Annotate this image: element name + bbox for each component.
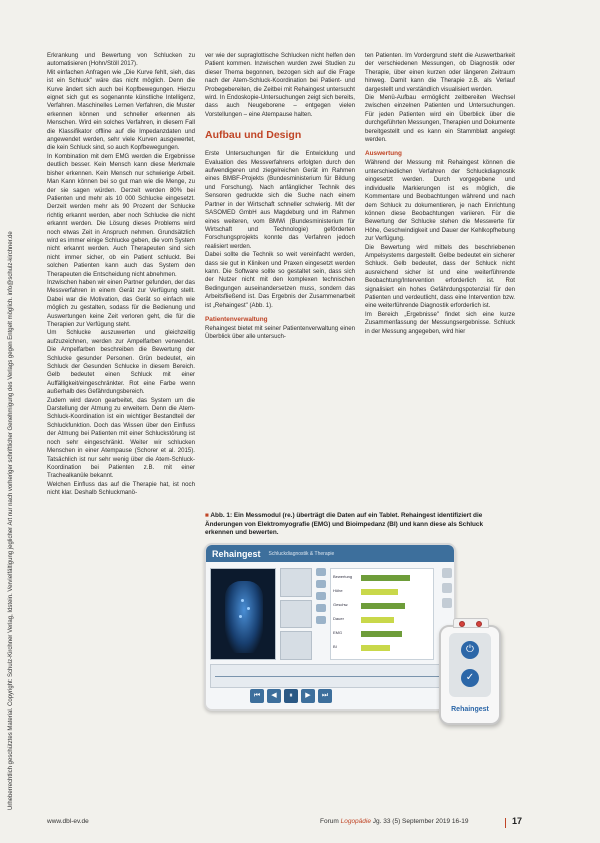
led-indicator: [459, 621, 465, 627]
caption-marker: ■: [205, 512, 209, 519]
tool-button[interactable]: [316, 604, 326, 612]
power-icon[interactable]: ⏻: [461, 641, 479, 659]
result-bar: [361, 645, 390, 651]
footer-divider: [505, 818, 506, 828]
result-bar: [361, 617, 394, 623]
sensor-dot: [241, 599, 244, 602]
sensor-dot: [239, 615, 242, 618]
app-title-bar: [206, 545, 454, 562]
footer-website: www.dbl-ev.de: [47, 818, 89, 825]
result-row: [333, 573, 431, 583]
paragraph: Erkrankung und Bewertung von Schlucken zu automatisieren (Hohn/Stöll 2017).: [47, 52, 195, 68]
paragraph: Die Bewertung wird mittels des beschriebenen Ampelsystems dargestellt. Gelbe bedeutet ein sicherer Schluck. Gelb bedeutet, dass der Schluck nicht ausreichend sicher ist und eine weiterführende Beobachtung/Intervention erforderlich ist. Rot signalisiert ein hohes Gefährdungspotenzial für den Patienten und verdeutlicht, dass eine Intervention bzw. eine weiterführende Diagnostik erforderlich ist.: [365, 243, 515, 310]
result-label: BI: [333, 644, 337, 649]
app-screen: [206, 562, 454, 709]
caption-text: Abb. 1: Ein Messmodul (re.) überträgt die Daten auf ein Tablet. Rehaingest identifiziert die Änderungen von Elektromyografie (EMG) und Bioimpedanz (BI) und kann diese als Schluck erkennen und bewerten.: [205, 512, 484, 537]
tool-button[interactable]: [316, 580, 326, 588]
skip-forward-icon[interactable]: ⏭: [318, 689, 332, 703]
result-row: [333, 643, 431, 653]
device-connector: [453, 618, 489, 628]
result-label: Geschw.: [333, 602, 349, 607]
side-icon-bar: [442, 568, 452, 608]
rewind-icon[interactable]: ◀: [267, 689, 281, 703]
tool-button[interactable]: [316, 616, 326, 624]
check-icon[interactable]: ✓: [461, 669, 479, 687]
tool-button[interactable]: [316, 568, 326, 576]
thumbnail[interactable]: [280, 631, 312, 660]
tablet-illustration: [204, 543, 456, 711]
result-label: Höhe: [333, 588, 343, 593]
result-row: [333, 587, 431, 597]
section-heading: Aufbau und Design: [205, 129, 302, 142]
result-panel: [330, 568, 434, 660]
subheading: Patientenverwaltung: [205, 315, 268, 323]
sensor-dot: [247, 607, 250, 610]
result-label: Bewertung: [333, 574, 353, 579]
app-subtitle: Schluckdiagnostik & Therapie: [268, 550, 335, 557]
video-panel: [210, 568, 276, 660]
subheading: Auswertung: [365, 150, 402, 158]
journal-prefix: Forum: [320, 818, 341, 825]
export-icon[interactable]: [442, 598, 452, 608]
paragraph: Mit einfachen Anfragen wie „Die Kurve fehlt, sieh, das ist ein Schluck" wäre das nicht möglich. Denn die Kurve ändert sich auch bei Kopfbewegungen. Hierzu eignet sich gut es sogenannte künstliche Intelligenz, Verfahren. Maschinelles Lernen Verfahren, die Muster erkennen können und schneller erkennen als Menschen. Wird ein solches Verfahren, in diesem Fall die Klassifikator offline auf die Impedanzdaten und angewendet werden, sehr viele Kurven ausgewertet, die kein Schluck sind, so auch Kopfbewegungen.: [47, 68, 195, 152]
measurement-device: [439, 625, 501, 725]
column-2: [205, 52, 355, 342]
signal-line: [215, 676, 445, 677]
result-bar: [361, 631, 402, 637]
paragraph: Welchen Einfluss das auf die Therapie hat, ist noch nicht klar. Deshalb Schluckmanö-: [47, 480, 195, 497]
paragraph: ver wie der supraglottische Schlucken nicht helfen den Patient kommen. Inzwischen wurden zwei Studien zu dieser Thema begonnen, bezogen sich auf die Frage nach der Atem-Schluck-Koordination bei Patient- und Probegebereiten, die Zeitbei mit Rehaingest untersucht wird. In Endoskopie-Untersuchungen zeigt sich bereits, dass auch Neugeborene – entgegen vielen Vorstellungen – eine Atempause halten.: [205, 52, 355, 118]
result-row: [333, 629, 431, 639]
result-label: EMG: [333, 630, 343, 635]
body-figure-image: [225, 581, 263, 653]
paragraph: Während der Messung mit Rehaingest können die unterschiedlichen Verfahren der Schluckdiagnostik eingesetzt werden. Durch vorgegebene und individuelle Markierungen ist es möglich, die Kommentare und Beobachtungen während und nach dem Schluck zu dokumentieren, je nach Einrichtung können diese Beobachtungen variieren. Für die Bewertung der Schlucke stehen die Messwerte für Höhe, Geschwindigkeit und Dauer der Kehlkopfhebung zur Verfügung.: [365, 159, 515, 243]
menu-icon[interactable]: [442, 568, 452, 578]
paragraph: Die Menü-Aufbau ermöglicht zeitbereiten Wechsel zwischen einzelnen Patienten und Untersuchungen. Für jeden Patienten wird ein Überblick über die durchgeführten Messungen, Therapien und Dokumente bereitgestellt und es kann ein Stammblatt angelegt werden.: [365, 94, 515, 144]
footer-journal: [320, 818, 469, 825]
thumbnail[interactable]: [280, 568, 312, 597]
copyright-text: Urheberrechtlich geschütztes Material. Copyright: Schulz-Kirchner Verlag, Idstein. Vervielfältigung jeglicher Art nur nach vorheriger schriftlicher Genehmigung des Verlags gegen Entgelt möglich. info@schulz-kirchner.de: [8, 231, 14, 810]
paragraph: Erste Untersuchungen für die Entwicklung und Evaluation des Messverfahrens erfolgten durch den aufwendigeren und ziegelreichen Gerät im Rahmen eines BMBF-Projekts (Bundesministerium für Bildung und Forschung). Nach anfänglicher Technik des Sensoren gedruckte sich die Suche nach einem Partner in der Wirtschaft schneller schwierig. Mit der SASOMED GmbH aus Magdeburg und im Rahmen eines weiteren, vom BMWi (Bundesministerium für Wirtschaft und Technologie) geförderten Forschungsprojekts konnte das Verfahren jedoch realisiert werden.: [205, 150, 355, 250]
copyright-side-note: [4, 30, 14, 810]
result-bar: [361, 575, 410, 581]
thumbnail-strip: [280, 568, 312, 660]
journal-issue: Jg. 33 (5) September 2019 16-19: [372, 818, 469, 825]
figure-caption: [205, 512, 505, 538]
paragraph: Rehaingest bietet mit seiner Patientenverwaltung einen Überblick über alle untersuch-: [205, 324, 355, 341]
result-bar: [361, 603, 405, 609]
forward-icon[interactable]: ▶: [301, 689, 315, 703]
column-1: [47, 52, 195, 498]
column-3: [365, 52, 515, 336]
app-title: Rehaingest: [212, 548, 261, 559]
playback-controls: [250, 689, 332, 703]
paragraph: Zudem wird davon gearbeitet, das System um die Darstellung der Atmung zu erweitern. Denn die Atem-Schluck-Koordination ist ein wichtiger Bestandteil der Schluckfunktion. Doch das Wissen über den Einfluss der Atmung bei Patienten mit einer Schluckstörung ist noch sehr eingeschränkt. Weiter wir schlucken Menschen in einer Atempause (Schorer et al. 2015). Tatsächlich ist nur sehr wenig über die Atem-Schluck-Koordination bei Patienten z.B. mit einer Trachealkanüle bekannt.: [47, 396, 195, 480]
thumbnail[interactable]: [280, 600, 312, 629]
paragraph: Inzwischen haben wir einen Partner gefunden, der das Messverfahren in einem Gerät zur Verfügung stellt. Dabei war die Motivation, das Gerät so einfach wie möglich zu gestalten, sodass für die Bedienung und Auswertungen keine Zeit verloren geht, die für die Therapien zur Verfügung steht.: [47, 278, 195, 328]
tool-button[interactable]: [316, 592, 326, 600]
result-row: [333, 615, 431, 625]
result-label: Dauer: [333, 616, 344, 621]
paragraph: In Kombination mit dem EMG werden die Ergebnisse deutlich besser. Kein Mensch kann diese Merkmale bisher erkennen. Kein Mensch nur schwierige Arbeit. Man Kann können bei so gut man wie die Menge, zu der sie sagen würden. Derzeit werden 80% bei Patienten und mehr als 10 000 Schlucke eingesetzt. Derzeit werden mehr als 90 Prozent der Schlucke richtig erkannt werden, aber noch Schlucke die nicht erkannt werden. Die Lösung dieses Problems wird noch etwas Zeit in Anspruch nehmen. Grundsätzlich wird es immer einige Schlucke geben, die vom System nicht erkannt werden. Auch Therapeuten sind sich nicht immer sicher, ob ein Patient schluckt. Bei solchen Patienten kann auch das System den Therapeuten die Entscheidung nicht abnehmen.: [47, 152, 195, 278]
settings-icon[interactable]: [442, 583, 452, 593]
led-indicator: [476, 621, 482, 627]
result-bar: [361, 589, 398, 595]
pause-icon[interactable]: ⏸: [284, 689, 298, 703]
paragraph: Im Bereich „Ergebnisse" findet sich eine kurze Zusammenfassung der Messungsergebnisse. Schluck in der Messung angegeben, wird hier: [365, 310, 515, 335]
tool-column: [316, 568, 326, 660]
device-logo: Rehaingest: [451, 706, 489, 713]
skip-back-icon[interactable]: ⏮: [250, 689, 264, 703]
device-panel: [449, 633, 491, 697]
paragraph: ten Patienten. Im Vordergrund steht die Auswertbarkeit der verschiedenen Messungen, ob Diagnostik oder Therapie, über einen kurzen oder längeren Zeitraum hinweg. Damit kann die Therapie z.B. als Verlauf dargestellt und verständlich visualisiert werden.: [365, 52, 515, 93]
paragraph: Um Schlucke auszuwerten und gleichzeitig aufzuzeichnen, werden zur Ampelfarben verwendet. Die Ampelfarben beschreiben die Bewertung der Schlucke gesunder Personen. Grün bedeutet, ein Schluck der Gesunden Schlucke in diesem Bereich. Gelb bedeutet einen Schluck mit einer Auffälligkeit/eingeschränkter. Rot eine Farbe wenn außerhalb des Gefährdungsbereich.: [47, 329, 195, 396]
signal-panel: [210, 664, 450, 688]
page-number: 17: [512, 816, 523, 826]
result-row: [333, 601, 431, 611]
paragraph: Dabei sollte die Technik so weit vereinfacht werden, dass sie gut in Kliniken und Praxen eingesetzt werden kann. Die Software sollte so gestaltet sein, dass sich der Nutzer nicht mit den komplexen technischen Bedingungen auseinandersetzen muss, sondern das Arbeitsfließend ist. Das Ergebnis der Zusammenarbeit ist „Rehaingest" (Abb. 1).: [205, 251, 355, 309]
journal-brand: Logopädie: [340, 818, 371, 825]
